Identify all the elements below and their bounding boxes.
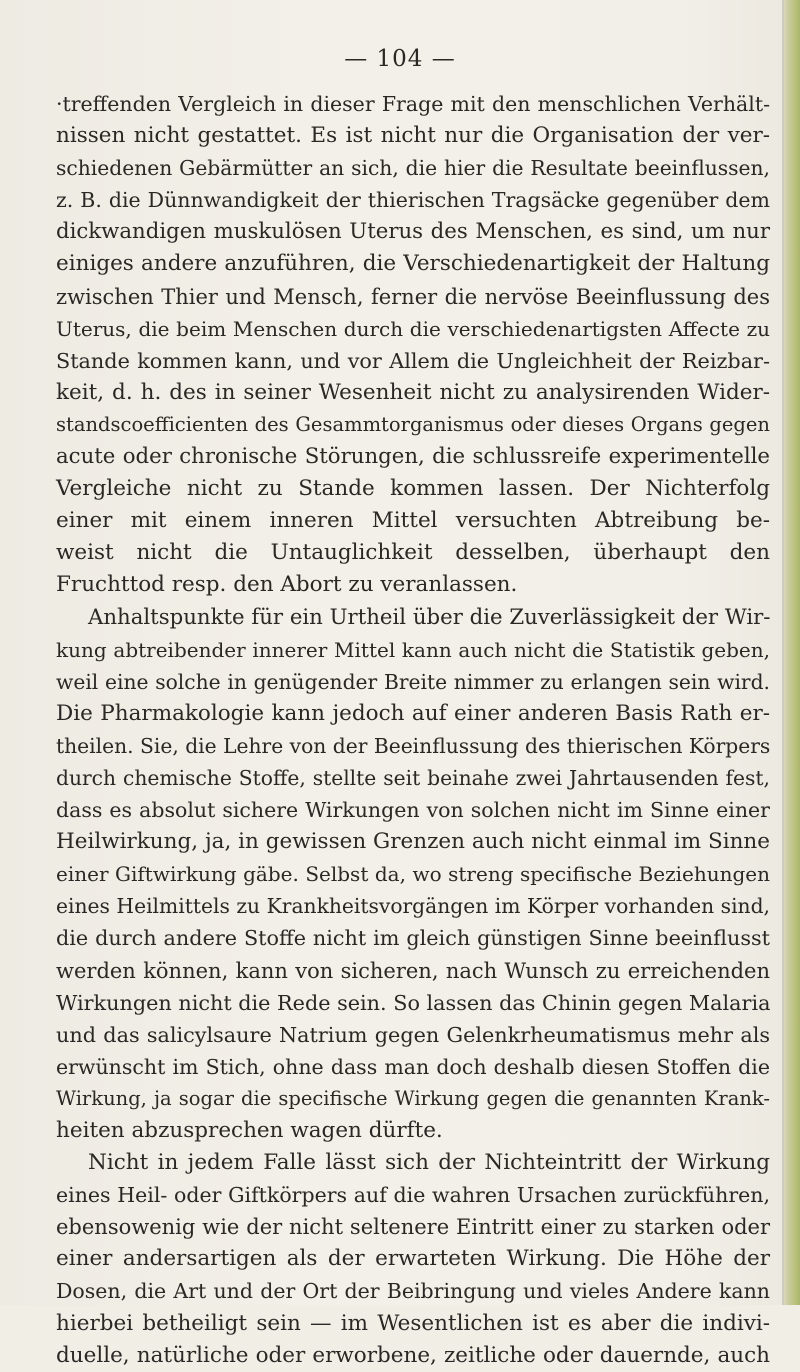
text-line: duelle, natürliche oder erworbene, zeitliche oder dauernde, auch bbox=[56, 1342, 770, 1368]
text-line: dass es absolut sichere Wirkungen von solchen nicht im Sinne einer bbox=[56, 798, 770, 823]
text-line: einer andersartigen als der erwarteten Wirkung. Die Höhe der bbox=[56, 1246, 770, 1272]
text-line: einer Giftwirkung gäbe. Selbst da, wo streng specifische Beziehungen bbox=[56, 862, 770, 887]
text-line: Anhaltspunkte für ein Urtheil über die Zuverlässigkeit der Wir- bbox=[88, 604, 771, 630]
text-line: Uterus, die beim Menschen durch die verschiedenartigsten Affecte zu bbox=[56, 316, 770, 341]
text-line: Nicht in jedem Falle lässt sich der Nichteintritt der Wirkung bbox=[88, 1150, 770, 1176]
text-line: eines Heil- oder Giftkörpers auf die wahren Ursachen zurückführen, bbox=[56, 1183, 770, 1208]
text-line: hierbei betheiligt sein — im Wesentlichen ist es aber die indivi- bbox=[56, 1310, 770, 1336]
text-line: erwünscht im Stich, ohne dass man doch deshalb diesen Stoffen die bbox=[56, 1054, 770, 1079]
text-line: standscoefficienten des Gesammtorganismus oder dieses Organs gegen bbox=[56, 412, 770, 436]
text-line: Wirkung, ja sogar die specifische Wirkung gegen die genannten Krank- bbox=[56, 1086, 770, 1110]
text-line: nissen nicht gestattet. Es ist nicht nur die Organisation der ver- bbox=[56, 123, 770, 149]
text-line: theilen. Sie, die Lehre von der Beeinflussung des thierischen Körpers bbox=[56, 733, 771, 758]
text-line: die durch andere Stoffe nicht im gleich günstigen Sinne beeinflusst bbox=[56, 926, 770, 951]
text-line: werden können, kann von sicheren, nach Wunsch zu erreichenden bbox=[56, 958, 770, 983]
text-line: ·treffenden Vergleich in dieser Frage mit den menschlichen Verhält- bbox=[56, 92, 770, 116]
text-line: weil eine solche in genügender Breite nimmer zu erlangen sein wird. bbox=[56, 669, 770, 694]
text-line: Die Pharmakologie kann jedoch auf einer anderen Basis Rath er- bbox=[56, 700, 770, 726]
text-line: und das salicylsaure Natrium gegen Gelenkrheumatismus mehr als bbox=[56, 1022, 770, 1047]
text-line: weist nicht die Untauglichkeit desselben, überhaupt den bbox=[56, 540, 770, 566]
text-line: Dosen, die Art und der Ort der Beibringung und vieles Andere kann bbox=[56, 1279, 770, 1304]
text-line: Fruchttod resp. den Abort zu veranlassen. bbox=[56, 572, 518, 598]
text-line: durch chemische Stoffe, stellte seit beinahe zwei Jahrtausenden fest, bbox=[56, 765, 770, 790]
text-line: schiedenen Gebärmütter an sich, die hier die Resultate beeinflussen, bbox=[56, 156, 770, 181]
text-line: zwischen Thier und Mensch, ferner die nervöse Beeinflussung des bbox=[56, 284, 770, 309]
text-line: acute oder chronische Störungen, die schlussreife experimentelle bbox=[56, 444, 770, 470]
text-line: ebensowenig wie der nicht seltenere Eintritt einer zu starken oder bbox=[56, 1215, 770, 1240]
text-line: Stande kommen kann, und vor Allem die Ungleichheit der Reizbar- bbox=[56, 348, 770, 373]
text-line: dickwandigen muskulösen Uterus des Menschen, es sind, um nur bbox=[56, 219, 770, 245]
text-line: kung abtreibender innerer Mittel kann auch nicht die Statistik geben, bbox=[56, 637, 770, 662]
body-text bbox=[56, 88, 770, 1372]
text-line: Heilwirkung, ja, in gewissen Grenzen auch nicht einmal im Sinne bbox=[56, 829, 770, 855]
text-line: keit, d. h. des in seiner Wesenheit nicht zu analysirenden Wider- bbox=[56, 379, 770, 405]
text-line: z. B. die Dünnwandigkeit der thierischen Tragsäcke gegenüber dem bbox=[56, 188, 770, 213]
text-line: Vergleiche nicht zu Stande kommen lassen. Der Nichterfolg bbox=[56, 476, 770, 502]
page-number: — 104 — bbox=[344, 46, 456, 72]
page-edge bbox=[784, 0, 800, 1305]
text-line: Wirkungen nicht die Rede sein. So lassen das Chinin gegen Malaria bbox=[56, 990, 771, 1015]
text-line: einiges andere anzuführen, die Verschiedenartigkeit der Haltung bbox=[56, 251, 770, 277]
text-line: heiten abzusprechen wagen dürfte. bbox=[56, 1118, 443, 1143]
text-line: eines Heilmittels zu Krankheitsvorgängen im Körper vorhanden sind, bbox=[56, 894, 770, 919]
text-line: einer mit einem inneren Mittel versuchten Abtreibung be- bbox=[56, 508, 770, 534]
